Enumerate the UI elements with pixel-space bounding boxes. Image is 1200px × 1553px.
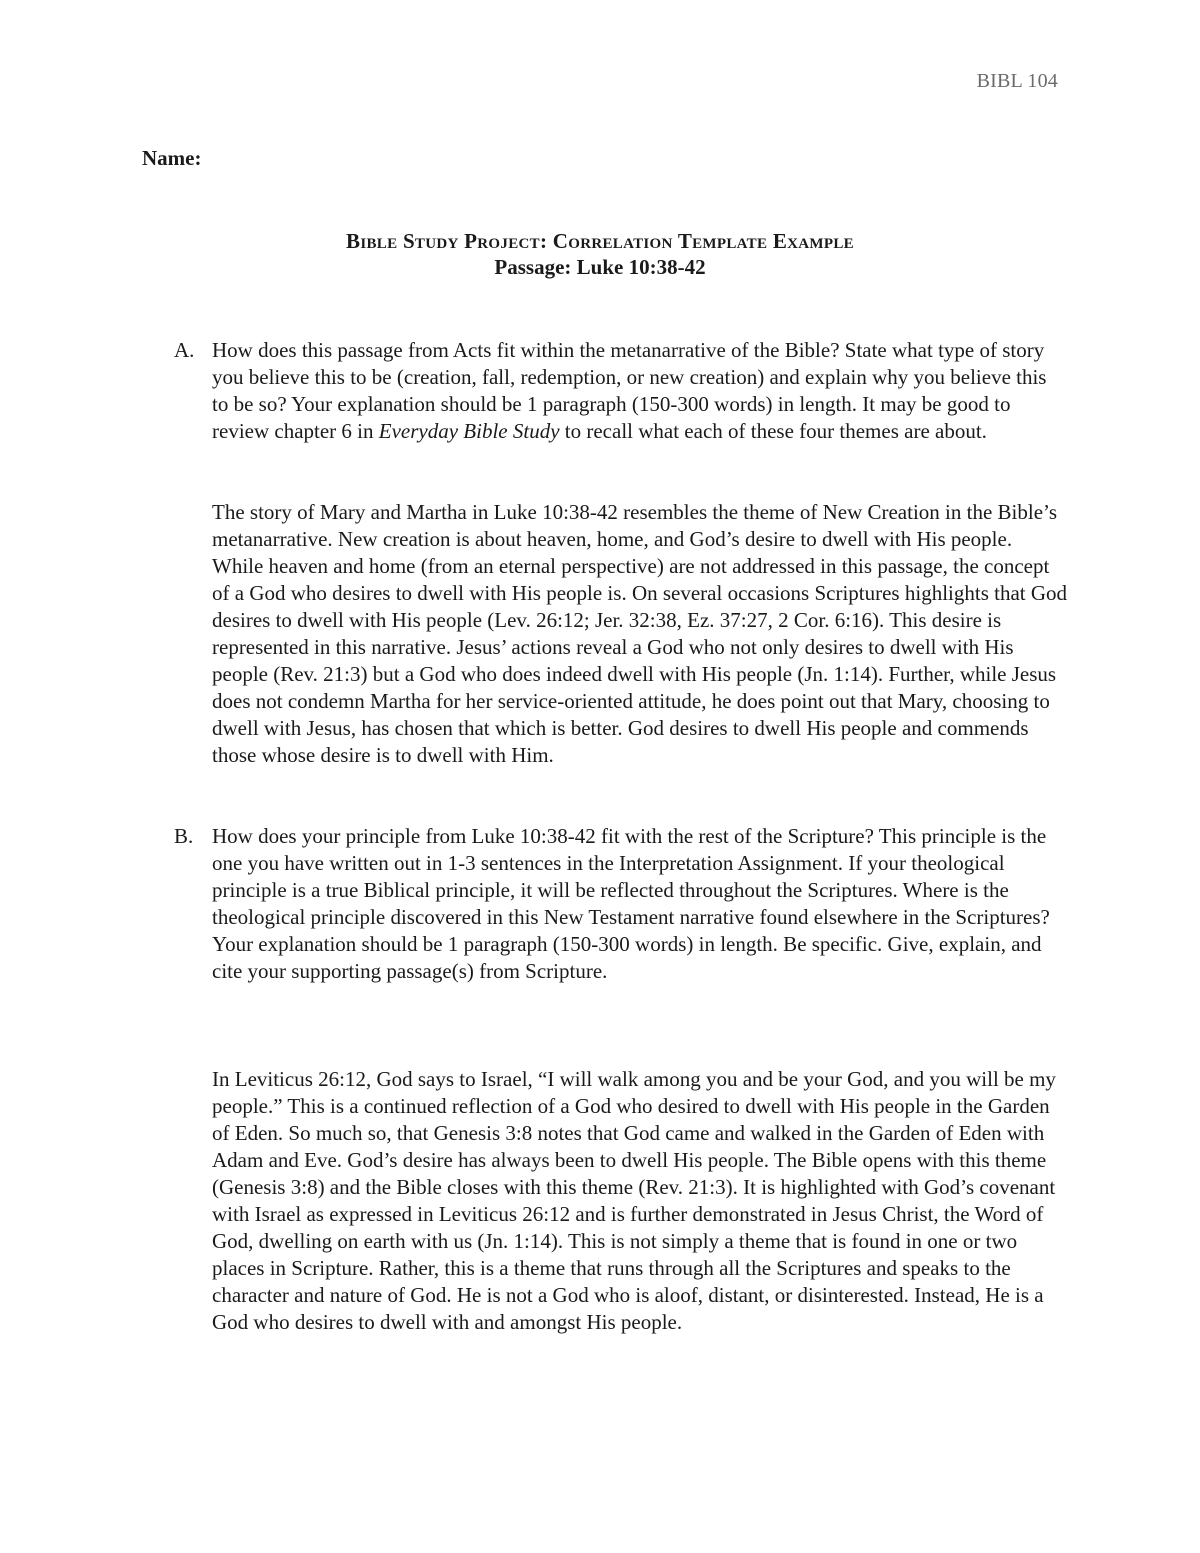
question-b (174, 823, 1074, 985)
course-code-header: BIBL 104 (976, 70, 1058, 92)
title-block (0, 228, 1200, 280)
answer-b: In Leviticus 26:12, God says to Israel, “I will walk among you and be your God, and you will be my people.” This is a continued reflection of a God who desired to dwell with His people in the Garden of Eden. So much so, that Genesis 3:8 notes that God came and walked in the Garden of Eden with Adam and Eve. God’s desire has always been to dwell His people. The Bible opens with this theme (Genesis 3:8) and the Bible closes with this theme (Rev. 21:3). It is highlighted with God’s covenant with Israel as expressed in Leviticus 26:12 and is further demonstrated in Jesus Christ, the Word of God, dwelling on earth with us (Jn. 1:14). This is not simply a theme that is found in one or two places in Scripture. Rather, this is a theme that runs through all the Scriptures and speaks to the character and nature of God. He is not a God who is aloof, distant, or disinterested. Instead, He is a God who desires to dwell with and amongst His people. (212, 1067, 1056, 1334)
document-title: Bible Study Project: Correlation Template Example (346, 229, 854, 253)
question-a-prompt-start: How does this passage from Acts fit within the metanarrative of the Bible? State what type of story you believe this to be (creation, fall, redemption, or new creation) and explain why you believe this to be so? Your explanation should be 1 paragraph (150-300 words) in length. It may be good to review chapter 6 in (212, 338, 1047, 443)
question-a-prompt-end: to recall what each of these four themes are about. (559, 419, 987, 443)
question-b-prompt: How does your principle from Luke 10:38-42 fit with the rest of the Scripture? This principle is the one you have written out in 1-3 sentences in the Interpretation Assignment. If your theological principle is a true Biblical principle, it will be reflected throughout the Scriptures. Where is the theological principle discovered in this New Testament narrative found elsewhere in the Scriptures? Your explanation should be 1 paragraph (150-300 words) in length. Be specific. Give, explain, and cite your supporting passage(s) from Scripture. (212, 824, 1050, 983)
book-title-italic: Everyday Bible Study (378, 419, 560, 443)
name-label: Name: (142, 146, 202, 170)
passage-subtitle: Passage: Luke 10:38-42 (494, 255, 706, 279)
question-a-prompt (212, 337, 1062, 445)
question-a-letter: A. (174, 338, 195, 362)
question-b-letter: B. (174, 824, 194, 848)
answer-a: The story of Mary and Martha in Luke 10:38-42 resembles the theme of New Creation in the Bible’s metanarrative. New creation is about heaven, home, and God’s desire to dwell with His people. While heaven and home (from an eternal perspective) are not addressed in this passage, the concept of a God who desires to dwell with His people is. On several occasions Scriptures highlights that God desires to dwell with His people (Lev. 26:12; Jer. 32:38, Ez. 37:27, 2 Cor. 6:16). This desire is represented in this narrative. Jesus’ actions reveal a God who not only desires to dwell with His people (Rev. 21:3) but a God who does indeed dwell with His people (Jn. 1:14). Further, while Jesus does not condemn Martha for her service-oriented attitude, he does point out that Mary, choosing to dwell with Jesus, has chosen that which is better. God desires to dwell His people and commends those whose desire is to dwell with Him. (212, 500, 1068, 767)
question-a (174, 337, 1074, 445)
